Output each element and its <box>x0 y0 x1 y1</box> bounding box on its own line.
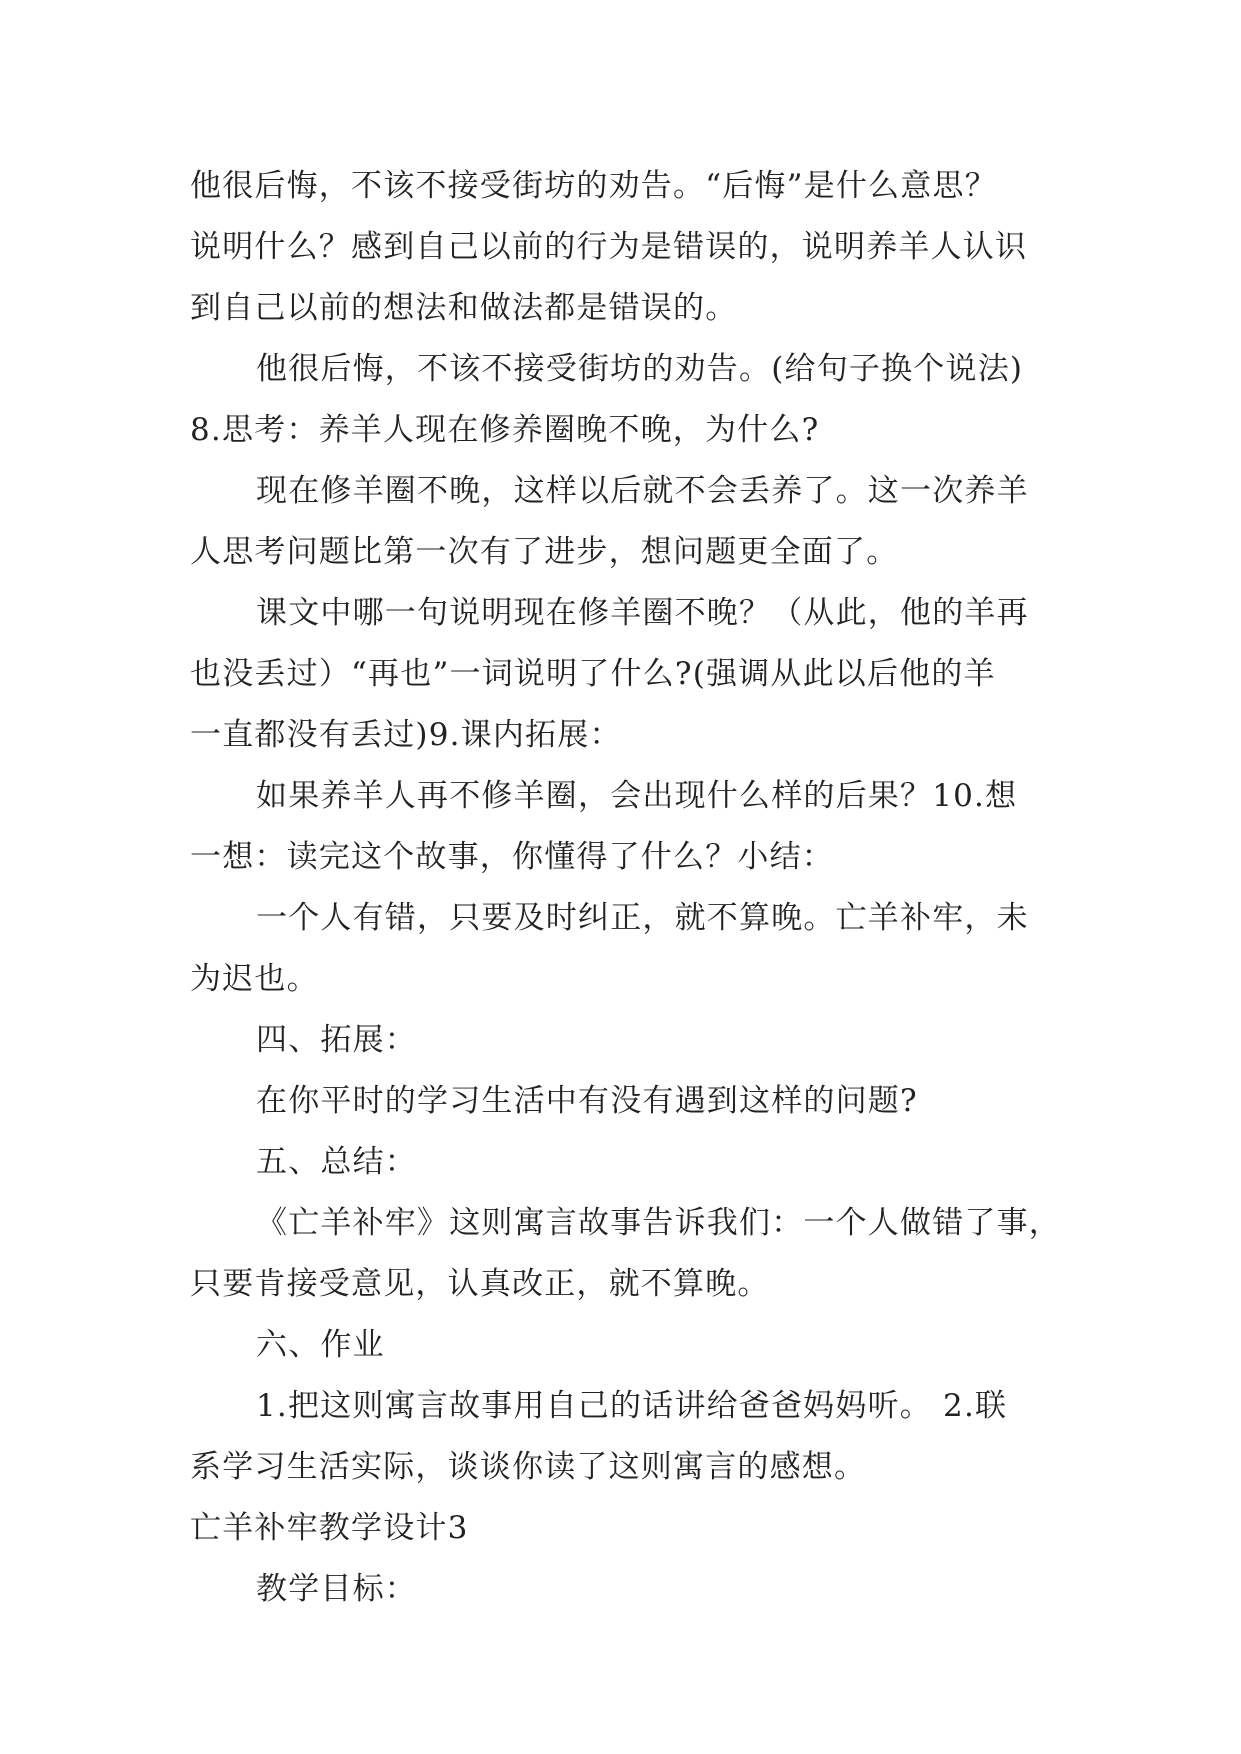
text-line: 1.把这则寓言故事用自己的话讲给爸爸妈妈听。 2.联 <box>256 1388 1008 1424</box>
text-line: 为迟也。 <box>190 961 319 997</box>
text-line: 8.思考：养羊人现在修养圈晚不晚，为什么? <box>190 412 820 448</box>
text-line: 也没丢过）“再也”一词说明了什么?(强调从此以后他的羊 <box>190 656 996 692</box>
section-heading: 六、作业 <box>256 1327 385 1363</box>
text-line: 课文中哪一句说明现在修羊圈不晚？（从此，他的羊再 <box>256 595 1029 631</box>
section-heading: 教学目标： <box>256 1571 417 1607</box>
text-line: 说明什么？感到自己以前的行为是错误的，说明养羊人认识 <box>190 229 1028 265</box>
text-line: 人思考问题比第一次有了进步，想问题更全面了。 <box>190 534 899 570</box>
document-body <box>190 156 1070 1620</box>
text-line: 现在修羊圈不晚，这样以后就不会丢养了。这一次养羊 <box>256 473 1029 509</box>
text-line: 他很后悔，不该不接受街坊的劝告。(给句子换个说法) <box>256 351 1024 387</box>
section-heading: 四、拓展： <box>256 1022 417 1058</box>
document-title: 亡羊补牢教学设计3 <box>190 1510 469 1546</box>
text-line: 只要肯接受意见，认真改正，就不算晚。 <box>190 1266 770 1302</box>
text-line: 《亡羊补牢》这则寓言故事告诉我们：一个人做错了事， <box>256 1205 1061 1241</box>
text-line: 一想：读完这个故事，你懂得了什么？小结： <box>190 839 834 875</box>
text-line: 在你平时的学习生活中有没有遇到这样的问题? <box>256 1083 918 1119</box>
text-line: 他很后悔，不该不接受街坊的劝告。“后悔”是什么意思？ <box>190 168 997 204</box>
text-line: 如果养羊人再不修羊圈，会出现什么样的后果？10.想 <box>256 778 1018 814</box>
text-line: 系学习生活实际，谈谈你读了这则寓言的感想。 <box>190 1449 867 1485</box>
section-heading: 五、总结： <box>256 1144 417 1180</box>
text-line: 一个人有错，只要及时纠正，就不算晚。亡羊补牢，未 <box>256 900 1029 936</box>
text-line: 一直都没有丢过)9.课内拓展： <box>190 717 622 753</box>
text-line: 到自己以前的想法和做法都是错误的。 <box>190 290 738 326</box>
